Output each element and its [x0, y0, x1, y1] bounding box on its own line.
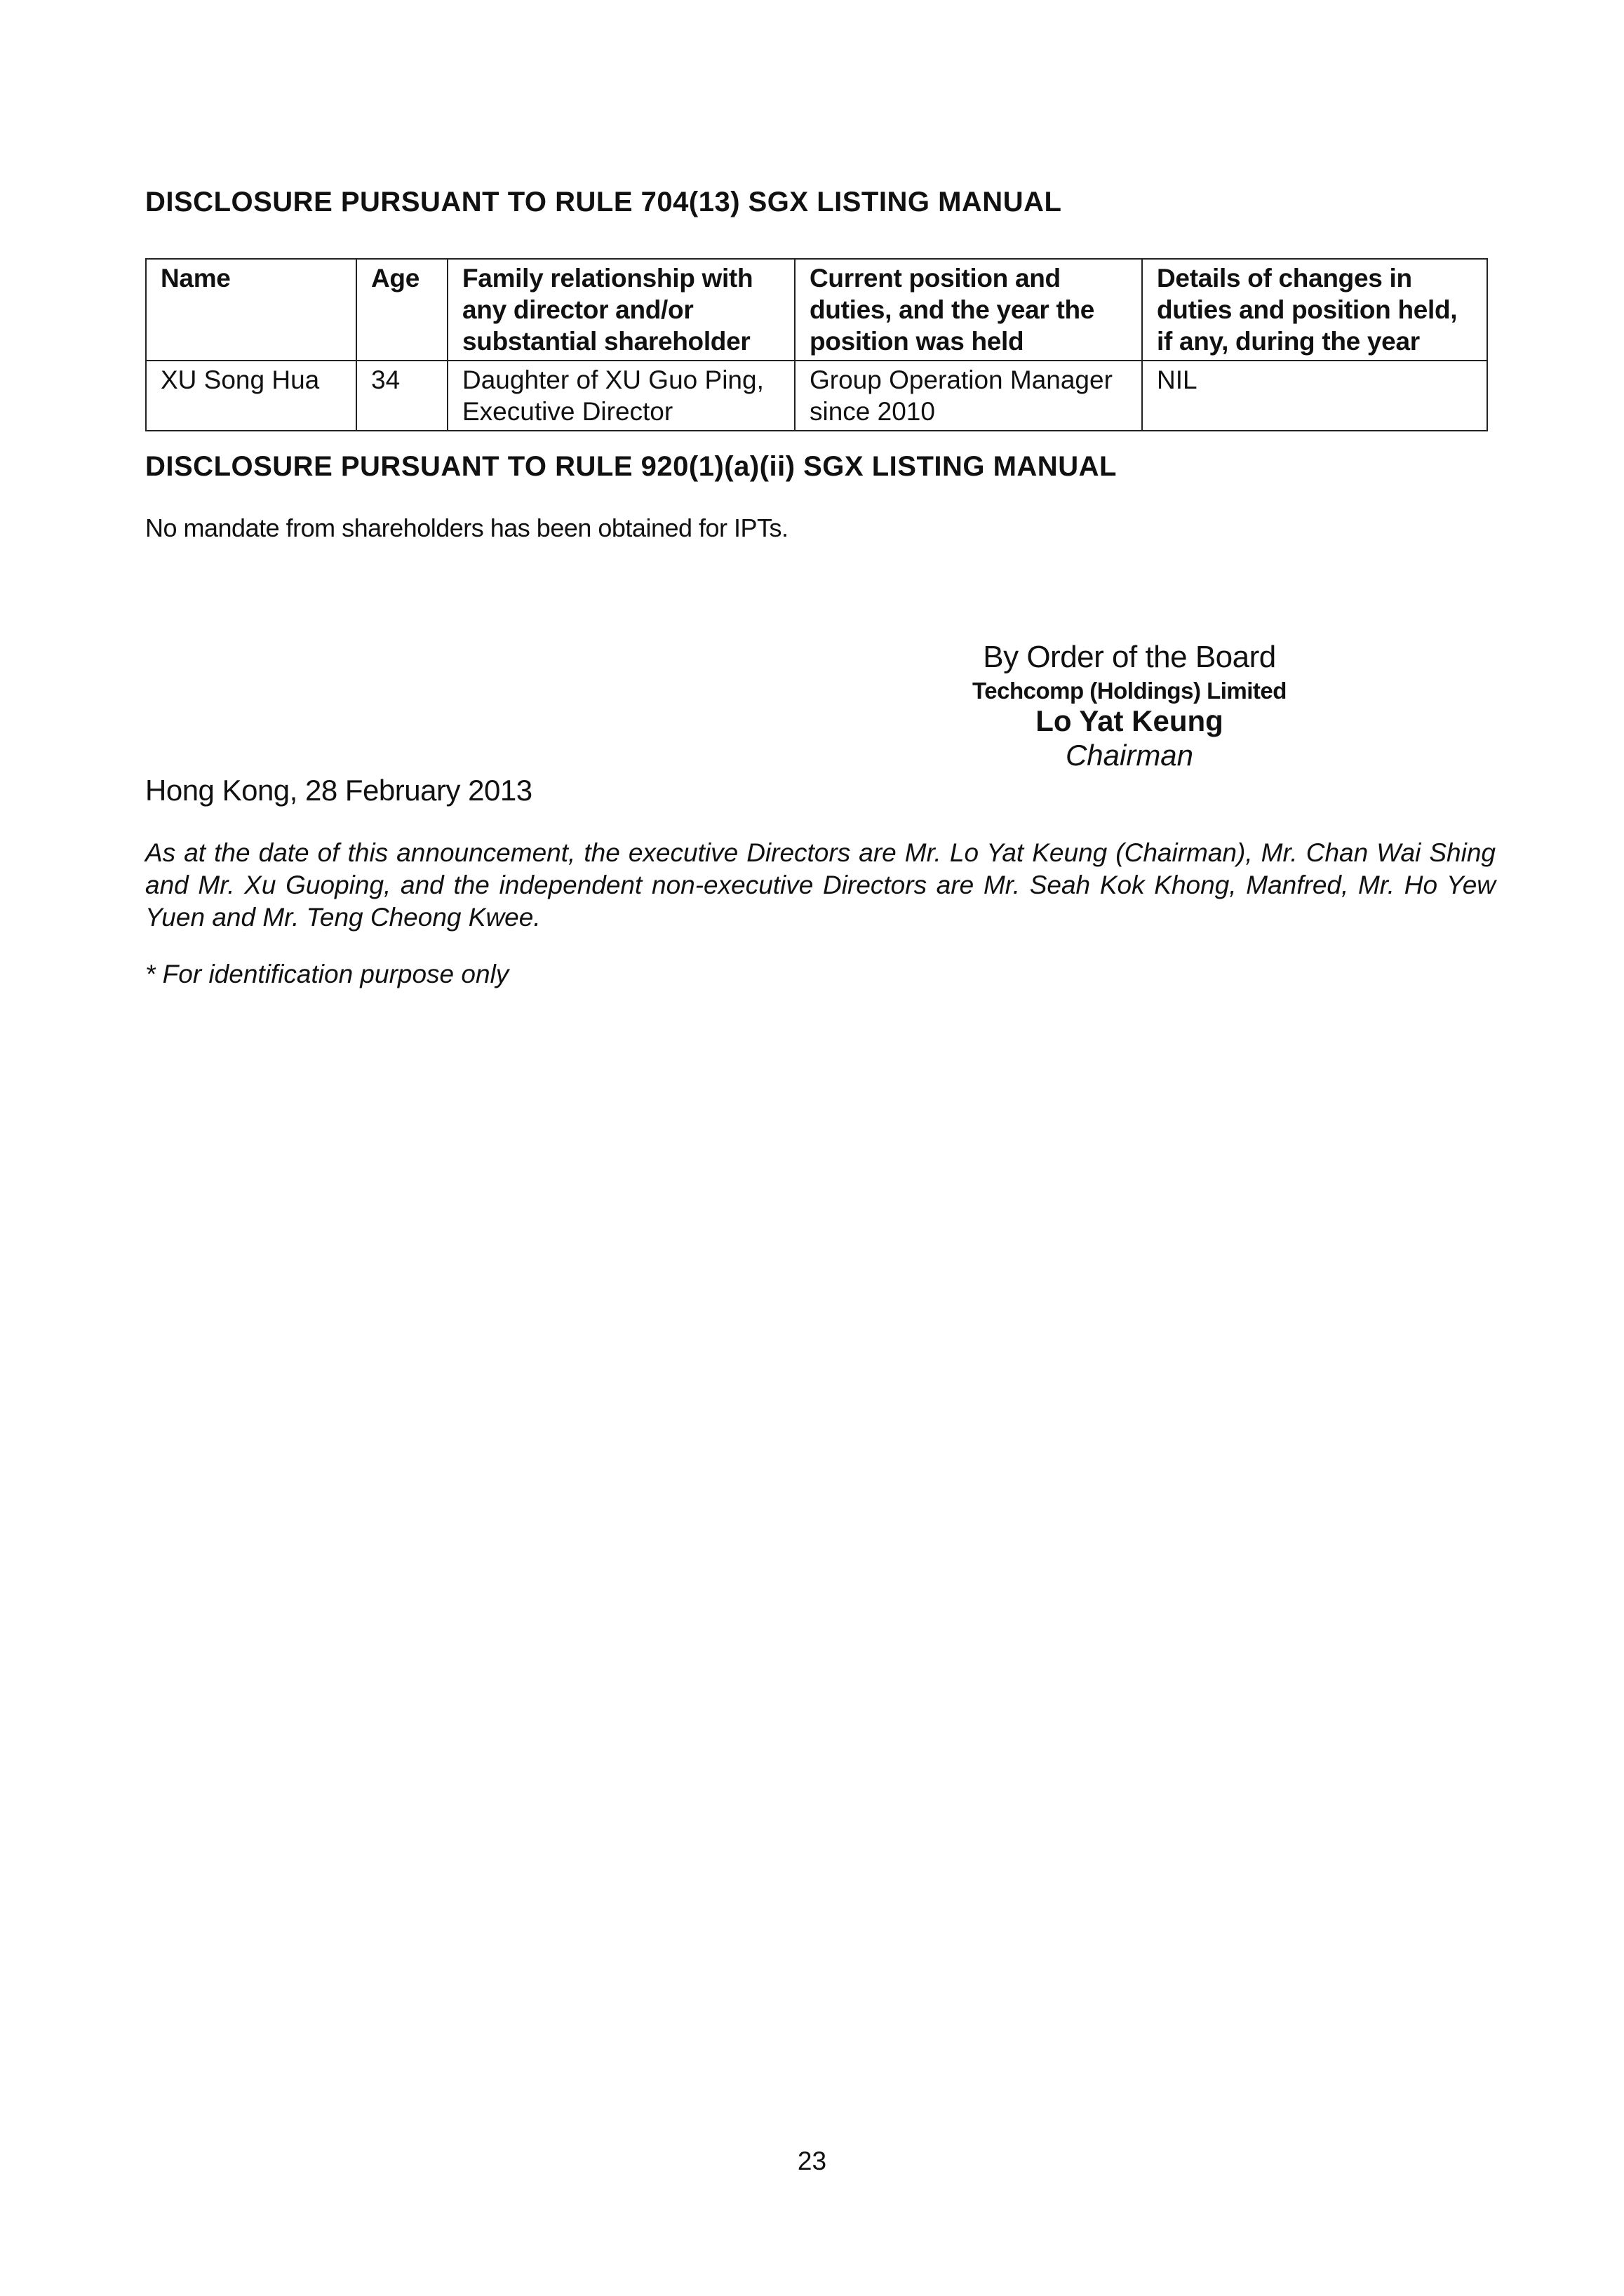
cell-family-relationship: Daughter of XU Guo Ping, Executive Director [448, 361, 795, 431]
mandate-statement: No mandate from shareholders has been obtained for IPTs. [145, 513, 788, 542]
cell-age: 34 [356, 361, 448, 431]
disclosure-table [145, 258, 1488, 431]
table-row [146, 361, 1487, 431]
section-heading-rule-704: DISCLOSURE PURSUANT TO RULE 704(13) SGX LISTING MANUAL [145, 187, 1062, 217]
cell-name: XU Song Hua [146, 361, 356, 431]
cell-current-position: Group Operation Manager since 2010 [795, 361, 1142, 431]
signature-name: Lo Yat Keung [1035, 704, 1223, 737]
signature-company: Techcomp (Holdings) Limited [972, 678, 1287, 704]
section-heading-rule-920: DISCLOSURE PURSUANT TO RULE 920(1)(a)(ii) SGX LISTING MANUAL [145, 451, 1117, 482]
footnote: * For identification purpose only [145, 960, 509, 988]
table-header-row [146, 259, 1487, 361]
page-number: 23 [797, 2147, 827, 2175]
directors-note: As at the date of this announcement, the executive Directors are Mr. Lo Yat Keung (Chairman), Mr. Chan Wai Shing and Mr. Xu Guoping, and the independent non-executive Directors are Mr. Seah Kok Khong, Manfred, Mr. Ho Yew Yuen and Mr. Teng Cheong Kwee. [145, 838, 1496, 932]
column-header-name: Name [146, 259, 356, 361]
column-header-current-position: Current position and duties, and the year the position was held [795, 259, 1142, 361]
signature-by-order: By Order of the Board [983, 640, 1276, 674]
column-header-family-relationship: Family relationship with any director and/or substantial shareholder [448, 259, 795, 361]
place-and-date: Hong Kong, 28 February 2013 [145, 774, 532, 807]
column-header-age: Age [356, 259, 448, 361]
signature-title: Chairman [1065, 739, 1194, 772]
cell-changes: NIL [1142, 361, 1487, 431]
column-header-changes: Details of changes in duties and position held, if any, during the year [1142, 259, 1487, 361]
